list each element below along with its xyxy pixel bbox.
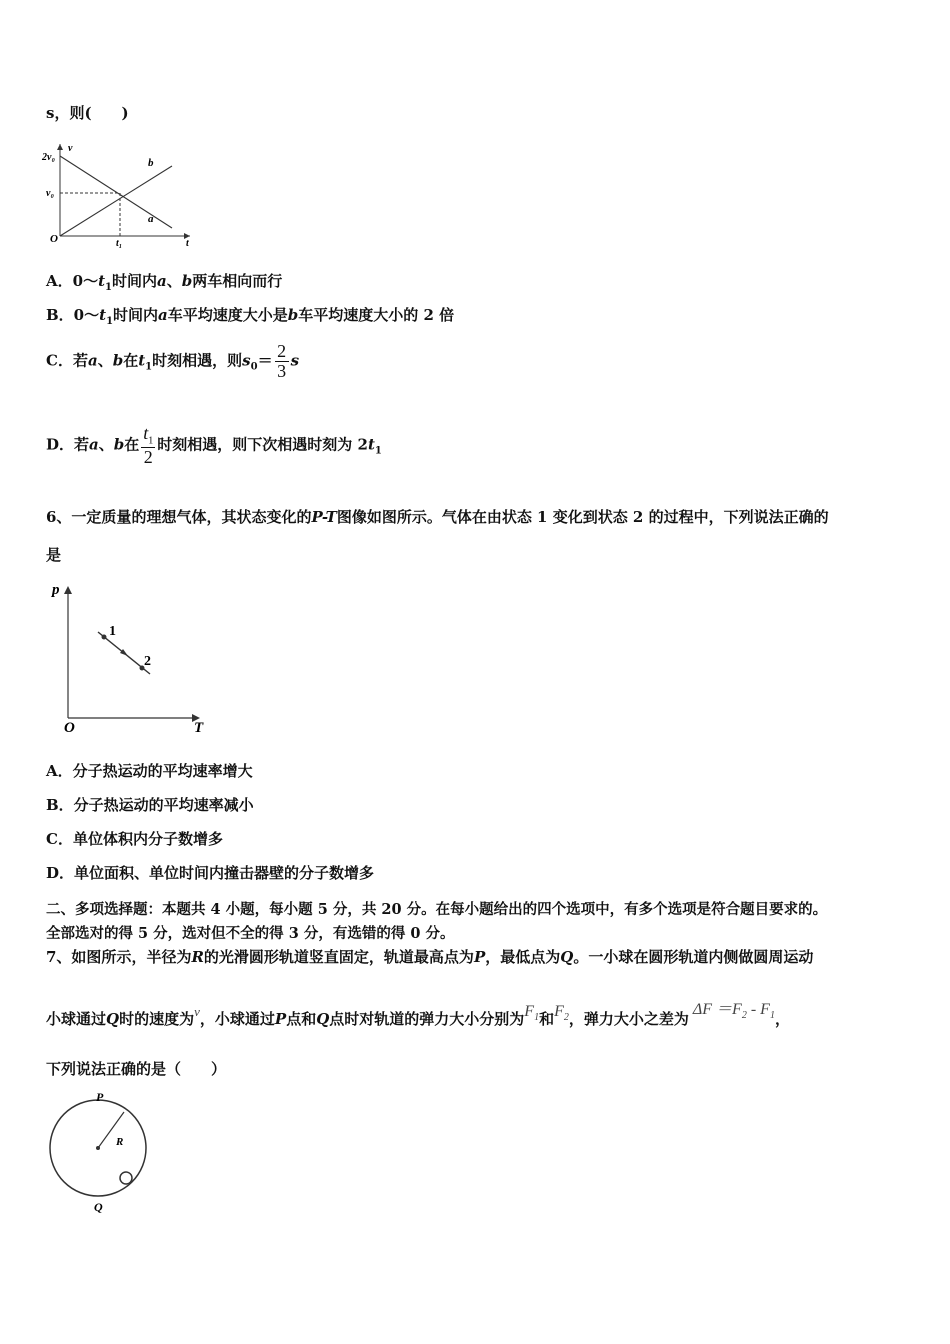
vt-graph [40,138,200,250]
tick-t1: t₁ [116,238,123,249]
q6-stem-line1: 6、一定质量的理想气体，其状态变化的P-T图像如图所示。气体在由状态 1 变化到状态 2 的过程中，下列说法正确的 [46,508,829,526]
q5-option-a: A．$0\sim t_1$时间内a、b两车相向而行 [46,272,283,293]
state-2-label: 2 [144,654,151,669]
v-axis-label: v [68,143,73,154]
q7-stem-line3: 下列说法正确的是（ ） [46,1060,227,1078]
f2-symbol: $F_2$ [554,1003,569,1024]
pt-graph [46,576,216,738]
q5-option-d: D．若a、b在 $\frac{t_1}{2}$ 时刻相遇，则下次相遇时刻为 $2t_1$ [46,423,382,468]
point-p-label: P [96,1090,104,1104]
section2-line1: 二、多项选择题：本题共 4 小题，每小题 5 分，共 20 分。在每小题给出的四个选项中，有多个选项是符合题目要求的。 [46,901,828,918]
q7-stem-line1: 7、如图所示，半径为R的光滑圆形轨道竖直固定，轨道最高点为P，最低点为Q。一小球在圆形轨道内侧做圆周运动 [46,948,814,966]
q6-option-d: D．单位面积、单位时间内撞击器壁的分子数增多 [46,864,375,882]
q6-option-b: B．分子热运动的平均速率减小 [46,796,254,814]
q5-option-c: C．若a、b在$t_1$时刻相遇，则$s_0=$ $\frac{2}{3}$ s [46,341,300,381]
origin-label: O [50,233,58,245]
line-a-label: a [148,213,154,225]
T-axis-label: T [194,720,204,736]
q6-option-a: A．分子热运动的平均速率增大 [46,762,253,780]
f1-symbol: $F_1$ [524,1003,540,1024]
delta-f-expression: $\Delta F =F_2 - F_1$ [692,1001,775,1022]
section2-line2: 全部选对的得 5 分，选对但不全的得 3 分，有选错的得 0 分。 [46,925,455,942]
p-axis-label: p [52,582,60,598]
state-1-label: 1 [109,624,116,639]
origin-label: O [64,720,75,736]
line-b-label: b [148,157,154,169]
q5-option-b: B．$0\sim t_1$时间内a车平均速度大小是b车平均速度大小的 2 倍 [46,306,455,327]
radius-label: R [116,1136,124,1148]
tick-2v0: 2v₀ [42,152,55,163]
fraction-two-thirds: $\frac{2}{3}$ [275,342,289,381]
q6-stem-line2: 是 [46,546,62,564]
fraction-t1-over-2: $\frac{t_1}{2}$ [143,423,154,468]
point-q-label: Q [94,1200,103,1214]
tick-v0: v₀ [46,188,54,199]
q5-stem-tail: s，则( ) [46,104,129,122]
q6-option-c: C．单位体积内分子数增多 [46,830,223,848]
q7-stem-line2: 小球通过Q时的速度为v，小球通过P点和Q点时对轨道的弹力大小分别为$F_1$和$F_2$，弹力大小之差为$\Delta F =F_2 - F_1$， [46,1001,790,1028]
circle-track-diagram [46,1090,166,1214]
t-axis-label: t [186,238,189,249]
